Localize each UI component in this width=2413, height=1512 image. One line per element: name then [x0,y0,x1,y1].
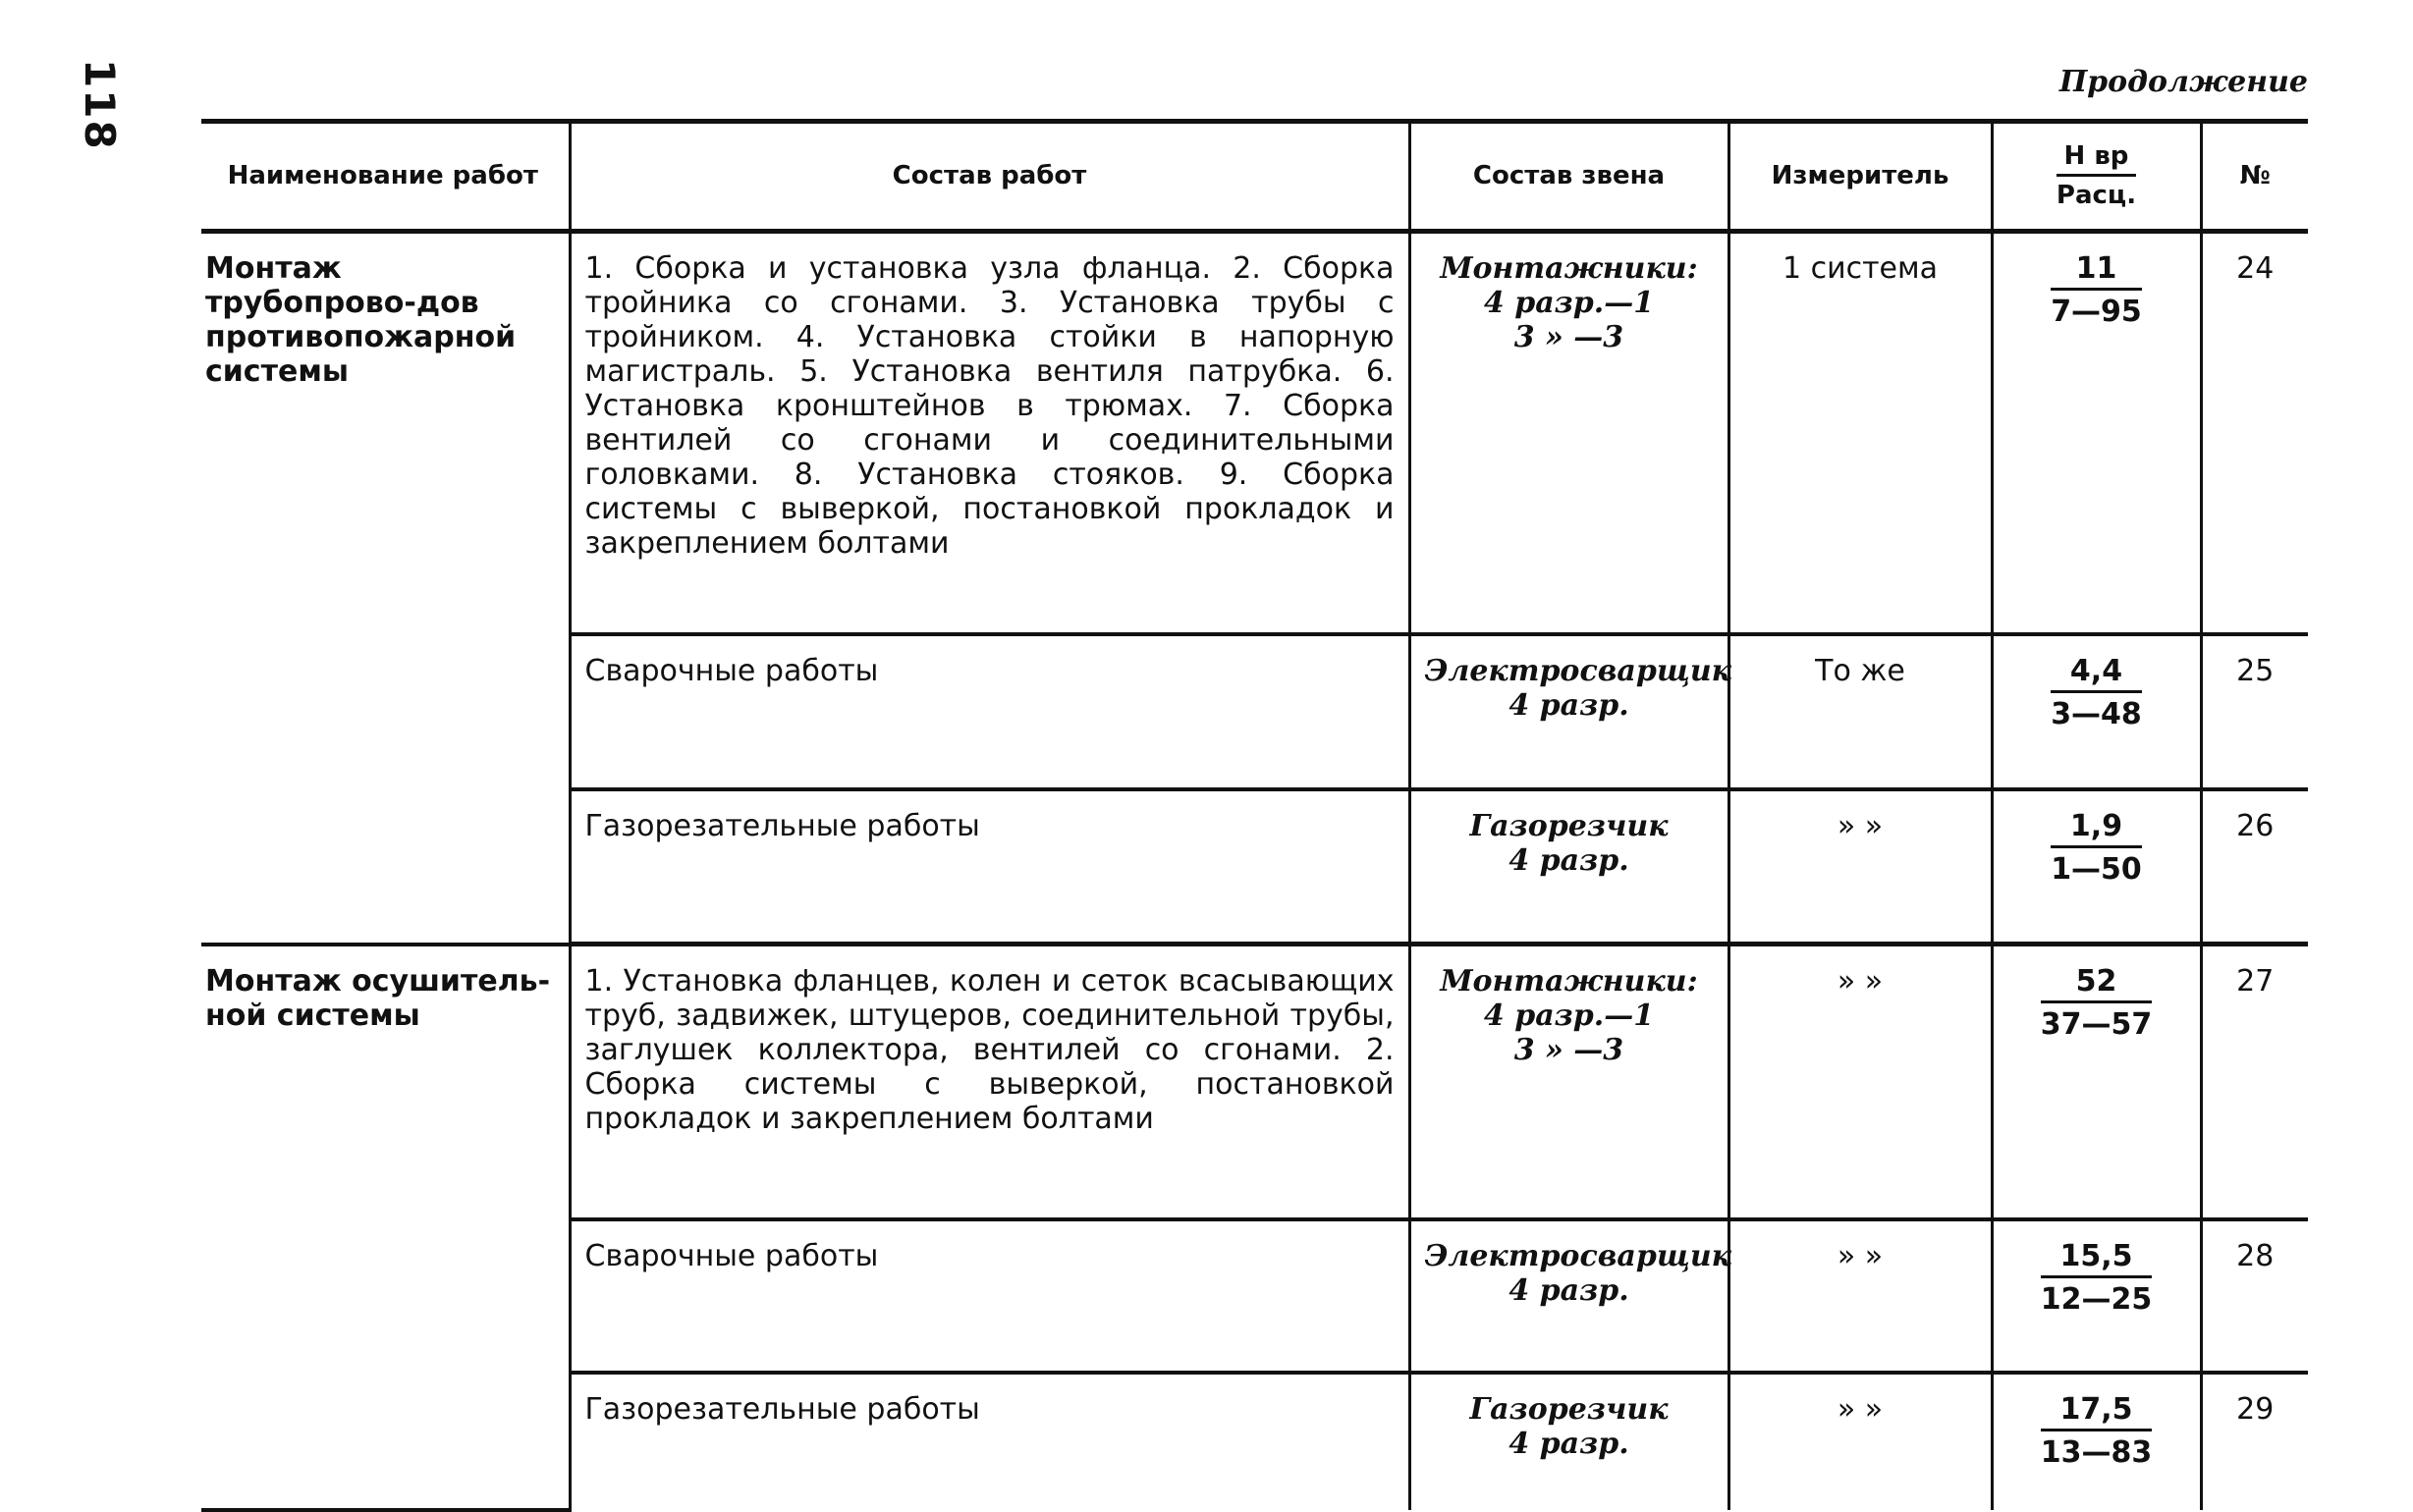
crew-composition-cell [1409,634,1731,789]
measure-unit-cell: » » [1728,1373,1992,1510]
measure-unit-cell: » » [1728,945,1992,1219]
work-composition-cell: Сварочные работы [570,1219,1409,1373]
continuation-label: Продолжение [2058,65,2308,99]
measure-unit-cell: » » [1728,789,1992,945]
crew-line: Электросварщик [1424,653,1731,688]
row-number-cell: 28 [2201,1219,2308,1373]
norm-time-value: 52 [2041,964,2153,1003]
crew-composition-cell [1409,232,1728,634]
rate-value: 3—48 [2051,696,2142,731]
crew-composition-cell [1409,1219,1731,1373]
crew-composition-cell [1409,945,1728,1219]
header-number: № [2201,122,2308,232]
crew-line: Газорезчик [1469,808,1669,843]
header-name: Наименование работ [201,122,570,232]
crew-line: 4 разр.—1 [1483,286,1655,320]
header-norm-rate: Расц. [2056,181,2137,210]
header-norm-fraction [2057,139,2136,213]
norm-time-value: 11 [2051,251,2142,291]
norm-rate-fraction [2051,654,2142,731]
table-row [201,232,2308,634]
header-norm [1992,122,2201,232]
work-composition-cell: 1. Установка фланцев, колен и сеток всасывающих труб, задвижек, штуцеров, соединительной трубы, заглушек коллектора, вентилей со сгонами. 2. Сборка системы с выверкой, постановкой прокладок и закреплением болтами [570,945,1409,1219]
crew-line: 3 » —3 [1513,1033,1624,1067]
crew-composition-cell [1409,789,1728,945]
norm-time-value: 15,5 [2041,1239,2153,1278]
crew-line: 4 разр. [1508,1426,1629,1461]
row-number-cell: 25 [2201,634,2308,789]
norm-rate-cell [1992,1219,2201,1373]
table-row [201,945,2308,1219]
norm-rate-fraction [2041,1392,2153,1470]
table-body [201,232,2308,1510]
work-name-cell: Монтаж осушитель-ной системы [201,945,570,1510]
measure-unit-cell: То же [1728,634,1992,789]
work-composition-cell: 1. Сборка и установка узла фланца. 2. Сборка тройника со сгонами. 3. Установка трубы с тройником. 4. Установка стойки в напорную магистраль. 5. Установка вентиля патрубка. 6. Установка кронштейнов в трюмах. 7. Сборка вентилей со сгонами и соединительными головками. 8. Установка стояков. 9. Сборка системы с выверкой, постановкой прокладок и закреплением болтами [570,232,1409,634]
crew-line: Электросварщик [1424,1238,1731,1273]
measure-unit-cell: » » [1728,1219,1992,1373]
header-work: Состав работ [570,122,1409,232]
rate-value: 1—50 [2051,851,2142,887]
rate-value: 12—25 [2040,1281,2153,1317]
header-unit: Измеритель [1728,122,1992,232]
work-name-cell: Монтаж трубопрово-дов противопожарной системы [201,232,570,945]
header-crew: Состав звена [1409,122,1728,232]
crew-line: Газорезчик [1469,1391,1669,1427]
crew-line: 4 разр.—1 [1483,999,1655,1033]
page-number: 118 [76,59,124,151]
crew-line: Монтажники: [1440,964,1698,999]
norm-rate-cell [1992,232,2201,634]
norm-time-value: 17,5 [2041,1392,2153,1431]
row-number-cell: 29 [2236,1391,2275,1427]
norm-rate-cell [1992,1373,2201,1510]
rate-value: 37—57 [2040,1007,2153,1042]
table-header-row [201,122,2308,232]
norms-table [201,119,2308,1512]
norm-rate-fraction [2041,1239,2153,1317]
norm-time-value: 4,4 [2051,654,2142,693]
row-number-cell: 27 [2201,945,2308,1219]
norm-rate-cell [1992,634,2201,789]
work-composition-cell: Газорезательные работы [570,1373,1409,1510]
norm-rate-fraction [2041,964,2153,1042]
crew-line: 4 разр. [1508,842,1629,878]
norm-rate-cell [1992,945,2201,1219]
norm-rate-cell [1992,789,2201,945]
work-composition-cell: Сварочные работы [570,634,1409,789]
crew-line: 4 разр. [1508,1272,1629,1308]
row-number-cell: 24 [2201,232,2308,634]
crew-line: Монтажники: [1440,251,1698,286]
crew-composition-cell [1409,1373,1728,1510]
crew-line: 3 » —3 [1513,320,1624,354]
row-number-cell: 26 [2201,789,2308,945]
header-norm-time: Н вр [2057,139,2136,177]
measure-unit-cell: 1 система [1728,232,1992,634]
rate-value: 7—95 [2051,295,2142,329]
work-composition-cell: Газорезательные работы [570,789,1409,945]
norm-rate-fraction [2051,809,2142,887]
norm-time-value: 1,9 [2051,809,2142,848]
crew-line: 4 разр. [1508,687,1629,723]
norms-table-container [201,119,2308,1512]
rate-value: 13—83 [2040,1434,2153,1470]
norm-rate-fraction [2051,251,2142,329]
